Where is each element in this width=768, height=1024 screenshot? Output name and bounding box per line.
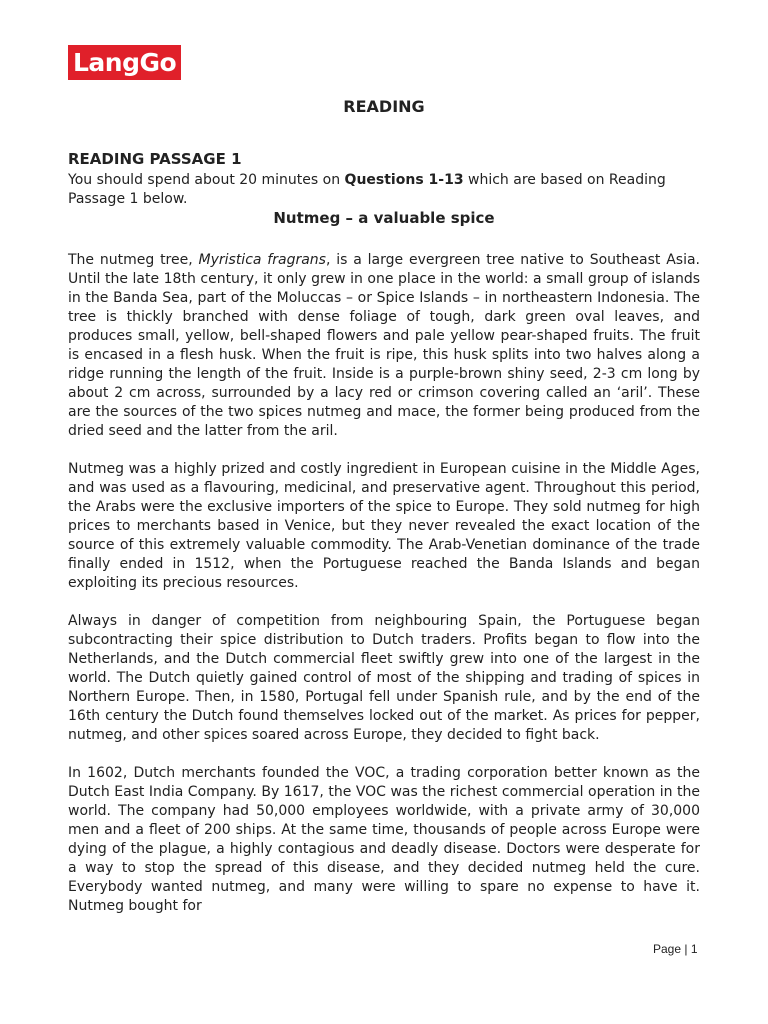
instructions-questions: Questions 1-13 [344, 172, 464, 188]
paragraph-3: Always in danger of competition from neighbouring Spain, the Portuguese began subcontracting their spice distribution to Dutch traders. Profits began to flow into the Netherlands, and the Dutch commercial fleet swiftly grew into one of the largest in the world. The Dutch quietly gained control of most of the shipping and trading of spices in Northern Europe. Then, in 1580, Portugal fell under Spanish rule, and by the end of the 16th century the Dutch found themselves locked out of the market. As prices for pepper, nutmeg, and other spices soared across Europe, they decided to fight back. [68, 613, 700, 743]
paragraph-1-after: , is a large evergreen tree native to Southeast Asia. Until the late 18th century, it only grew in one place in the world: a small group of islands in the Banda Sea, part of the Moluccas – or Spice Islands – in northeastern Indonesia. The tree is thickly branched with dense foliage of tough, dark green oval leaves, and produces small, yellow, bell-shaped flowers and pale yellow pear-shaped fruits. The fruit is encased in a flesh husk. When the fruit is ripe, this husk splits into two halves along a ridge running the length of the fruit. Inside is a purple-brown shiny seed, 2-3 cm long by about 2 cm across, surrounded by a lacy red or crimson covering called an ‘aril’. These are the sources of the two spices nutmeg and mace, the former being produced from the dried seed and the latter from the aril. [68, 252, 700, 439]
paragraph-2: Nutmeg was a highly prized and costly ingredient in European cuisine in the Middle Ages, and was used as a flavouring, medicinal, and preservative agent. Throughout this period, the Arabs were the exclusive importers of the spice to Europe. They sold nutmeg for high prices to merchants based in Venice, but they never revealed the exact location of the source of this extremely valuable commodity. The Arab-Venetian dominance of the trade finally ended in 1512, when the Portuguese reached the Banda Islands and began exploiting its precious resources. [68, 461, 700, 591]
instructions [68, 171, 700, 209]
paragraph-1-before: The nutmeg tree, [68, 252, 199, 268]
page-heading: READING [343, 97, 425, 116]
passage-subtitle: Nutmeg – a valuable spice [273, 209, 495, 227]
paragraph-4: In 1602, Dutch merchants founded the VOC, a trading corporation better known as the Dutch East India Company. By 1617, the VOC was the richest commercial operation in the world. The company had 50,000 employees worldwide, with a private army of 30,000 men and a fleet of 200 ships. At the same time, thousands of people across Europe were dying of the plague, a highly contagious and deadly disease. Doctors were desperate for a way to stop the spread of this disease, and they decided nutmeg held the cure. Everybody wanted nutmeg, and many were willing to spare no expense to have it. Nutmeg bought for [68, 765, 700, 914]
page-number-value: 1 [690, 942, 698, 956]
langgo-logo: LangGo [68, 45, 181, 80]
instructions-after: which are based on Reading Passage 1 below. [68, 172, 666, 207]
page-number [653, 942, 698, 956]
paragraph-1-species: Myristica fragrans [198, 252, 326, 268]
paragraph-1 [68, 251, 700, 441]
passage-title: READING PASSAGE 1 [68, 150, 242, 168]
passage-body [68, 251, 700, 935]
page-label: Page [653, 942, 682, 956]
instructions-before: You should spend about 20 minutes on [68, 172, 345, 188]
page-separator: | [684, 942, 688, 956]
